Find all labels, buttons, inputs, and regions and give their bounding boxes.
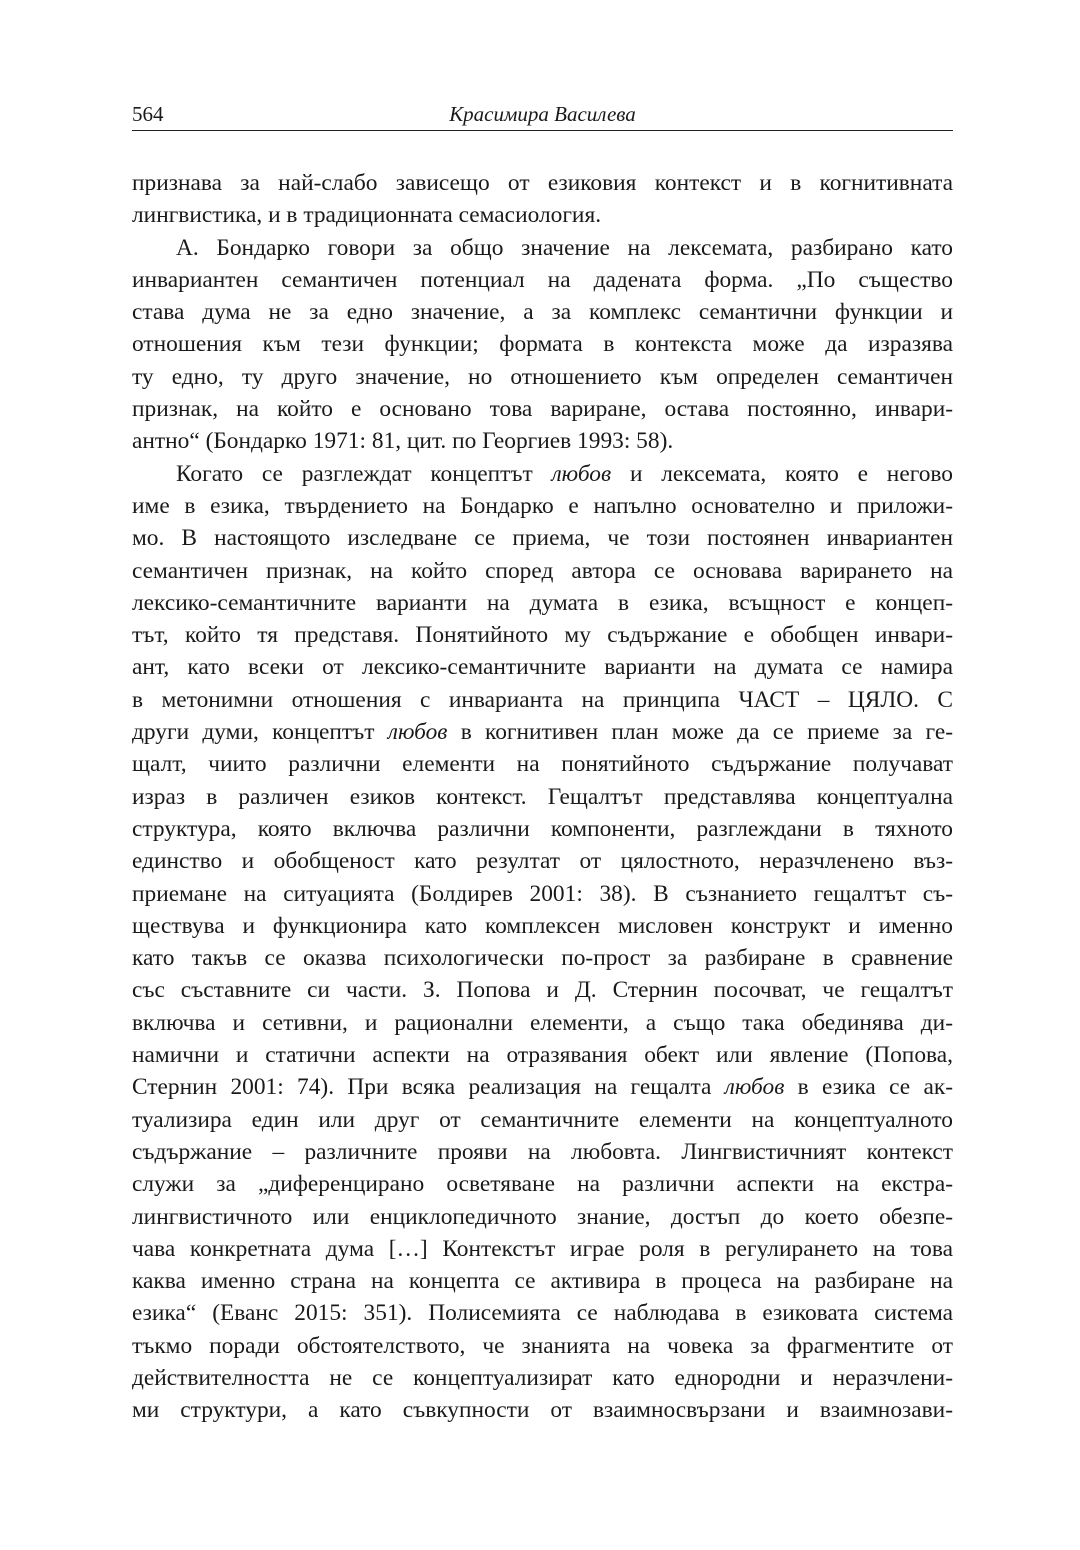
paragraph xyxy=(132,167,953,232)
text-line: структура, която включва различни компоненти, разглеждани в тяхното xyxy=(132,815,953,842)
text-line: име в езика, твърдението на Бондарко е напълно основателно и приложи- xyxy=(132,492,953,519)
text-line: включва и сетивни, и рационални елементи, а също така обединява ди- xyxy=(132,1009,953,1036)
italic-term: любов xyxy=(387,719,448,746)
text-line: езика“ (Еванс 2015: 351). Полисемията се наблюдава в езиковата система xyxy=(132,1300,953,1327)
text-line: семантичен признак, на който според автора се основава варирането на xyxy=(132,557,953,584)
text-line: приемане на ситуацията (Болдирев 2001: 38). В съзнанието гещалтът съ- xyxy=(132,880,953,907)
text-line: в метонимни отношения с инварианта на принципа ЧАСТ – ЦЯЛО. С xyxy=(132,686,953,713)
text-line: Когато се разглеждат концептът любов и лексемата, която е негово xyxy=(176,460,953,487)
text-line: като такъв се оказва психологически по-прост за разбиране в сравнение xyxy=(132,945,953,972)
page-number: 564 xyxy=(132,102,164,126)
paragraph xyxy=(132,458,953,1427)
italic-term: любов xyxy=(724,1074,785,1101)
text-line: лингвистика, и в традиционната семасиология. xyxy=(132,202,602,229)
text-line: действителността не се концептуализират като еднородни и неразчлени- xyxy=(132,1364,953,1391)
text-line: А. Бондарко говори за общо значение на лексемата, разбирано като xyxy=(176,234,953,261)
running-head-author: Красимира Василева xyxy=(449,102,636,126)
text-line: лингвистичното или енциклопедичното знание, достъп до което обезпе- xyxy=(132,1203,953,1230)
text-line: туализира един или друг от семантичните елементи на концептуалното xyxy=(132,1106,953,1133)
page-body xyxy=(132,167,953,1427)
text-line: намични и статични аспекти на отразявания обект или явление (Попова, xyxy=(132,1042,953,1069)
text-line: със съставните си части. З. Попова и Д. Стернин посочват, че гещалтът xyxy=(132,977,953,1004)
text-line: тъкмо поради обстоятелството, че знанията на човека за фрагментите от xyxy=(132,1332,953,1359)
text-line: признава за най-слабо зависещо от езиковия контекст и в когнитивната xyxy=(132,170,953,196)
italic-term: любов xyxy=(551,460,612,487)
text-line: лексико-семантичните варианти на думата в езика, всъщност е концеп- xyxy=(132,589,953,616)
text-line: щалт, чиито различни елементи на понятийното съдържание получават xyxy=(132,751,953,778)
text-line: признак, на който е основано това вариране, остава постоянно, инвари- xyxy=(132,396,953,423)
text-line: каква именно страна на концепта се активира в процеса на разбиране на xyxy=(132,1268,953,1295)
page-header xyxy=(132,100,953,131)
text-line: става дума не за едно значение, а за комплекс семантични функции и xyxy=(132,299,953,326)
text-line: ту едно, ту друго значение, но отношението към определен семантичен xyxy=(132,363,953,390)
text-line: израз в различен езиков контекст. Гещалтът представлява концептуална xyxy=(132,783,953,810)
text-line: единство и обобщеност като резултат от цялостното, неразчленено въз- xyxy=(132,848,953,875)
text-line: Стернин 2001: 74). При всяка реализация на гещалта любов в езика се ак- xyxy=(132,1074,953,1101)
text-line: служи за „диференцирано осветяване на различни аспекти на екстра- xyxy=(132,1171,953,1198)
text-line: ществува и функционира като комплексен мисловен конструкт и именно xyxy=(132,912,953,939)
text-line: ант, като всеки от лексико-семантичните варианти на думата се намира xyxy=(132,654,953,681)
text-line: чава конкретната дума […] Контекстът играе роля в регулирането на това xyxy=(132,1235,953,1262)
text-line: съдържание – различните прояви на любовта. Лингвистичният контекст xyxy=(132,1138,953,1165)
text-line: други думи, концептът любов в когнитивен план може да се приеме за ге- xyxy=(132,719,954,746)
text-line: инвариантен семантичен потенциал на дадената форма. „По същество xyxy=(132,266,953,293)
text-line: антно“ (Бондарко 1971: 81, цит. по Георгиев 1993: 58). xyxy=(132,428,674,455)
paragraph xyxy=(132,232,953,458)
text-line: тът, който тя представя. Понятийното му съдържание е обобщен инвари- xyxy=(132,622,953,649)
text-line: ми структури, а като съвкупности от взаимносвързани и взаимнозави- xyxy=(132,1397,953,1424)
text-line: отношения към тези функции; формата в контекста може да изразява xyxy=(132,331,953,358)
text-line: мо. В настоящото изследване се приема, че този постоянен инвариантен xyxy=(132,525,953,552)
